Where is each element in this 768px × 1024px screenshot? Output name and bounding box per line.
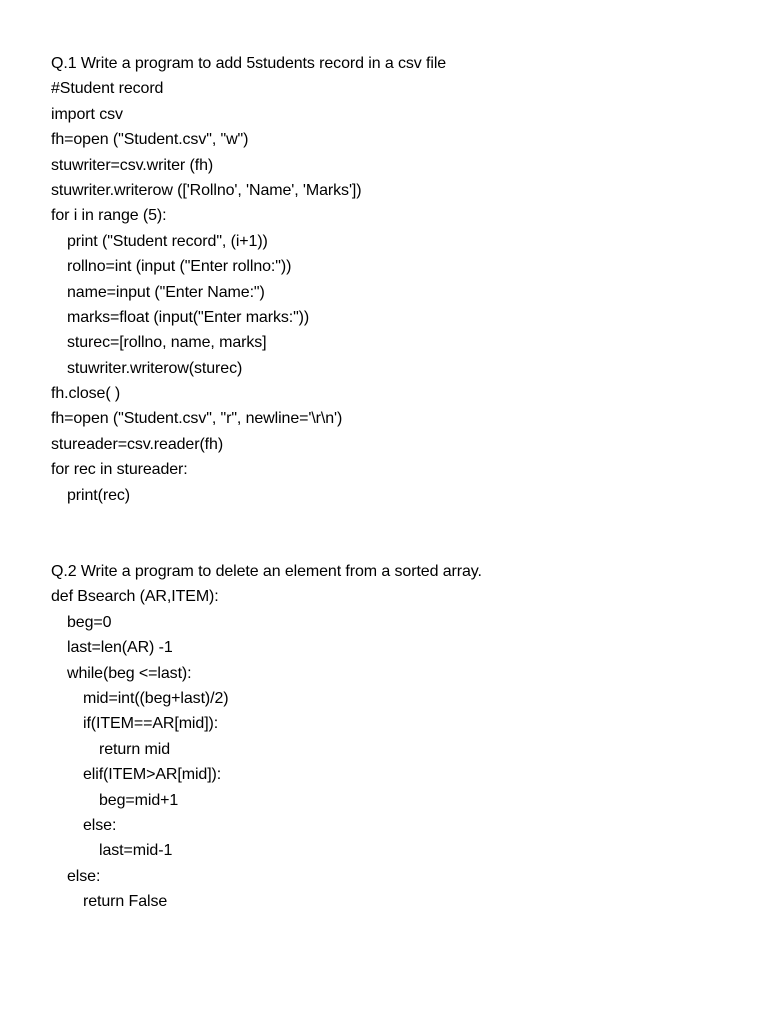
code-line: import csv (51, 105, 123, 123)
code-line: fh=open ("Student.csv", "w") (51, 131, 249, 149)
code-line: fh=open ("Student.csv", "r", newline='\r\n') (51, 410, 343, 428)
code-line: beg=mid+1 (99, 791, 179, 809)
question-2-section (51, 559, 731, 914)
code-line: else: (67, 867, 101, 885)
code-line: elif(ITEM>AR[mid]): (83, 766, 222, 784)
code-line: for rec in stureader: (51, 461, 188, 479)
code-line: for i in range (5): (51, 207, 167, 225)
question-1-section (51, 51, 731, 508)
code-line: else: (83, 816, 117, 834)
code-line: def Bsearch (AR,ITEM): (51, 588, 219, 606)
code-line: #Student record (51, 80, 164, 98)
code-line: fh.close( ) (51, 385, 121, 403)
code-line: stureader=csv.reader(fh) (51, 435, 224, 453)
code-line: print(rec) (67, 486, 131, 504)
code-line: sturec=[rollno, name, marks] (67, 334, 267, 352)
code-line: last=mid-1 (99, 842, 173, 860)
code-line: marks=float (input("Enter marks:")) (67, 308, 310, 326)
code-line: stuwriter=csv.writer (fh) (51, 156, 214, 174)
code-line: return mid (99, 740, 171, 758)
code-line: beg=0 (67, 613, 112, 631)
code-line: if(ITEM==AR[mid]): (83, 715, 219, 733)
code-line: name=input ("Enter Name:") (67, 283, 265, 301)
code-line: return False (83, 893, 168, 911)
code-line: stuwriter.writerow(sturec) (67, 359, 243, 377)
question-1-heading: Q.1 Write a program to add 5students record in a csv file (51, 55, 447, 72)
code-line: rollno=int (input ("Enter rollno:")) (67, 258, 292, 276)
code-line: last=len(AR) -1 (67, 639, 173, 657)
code-line: while(beg <=last): (67, 664, 192, 682)
question-2-heading: Q.2 Write a program to delete an element from a sorted array. (51, 563, 482, 580)
code-line: print ("Student record", (i+1)) (67, 232, 268, 250)
code-line: stuwriter.writerow (['Rollno', 'Name', 'Marks']) (51, 181, 362, 199)
code-line: mid=int((beg+last)/2) (83, 689, 229, 707)
